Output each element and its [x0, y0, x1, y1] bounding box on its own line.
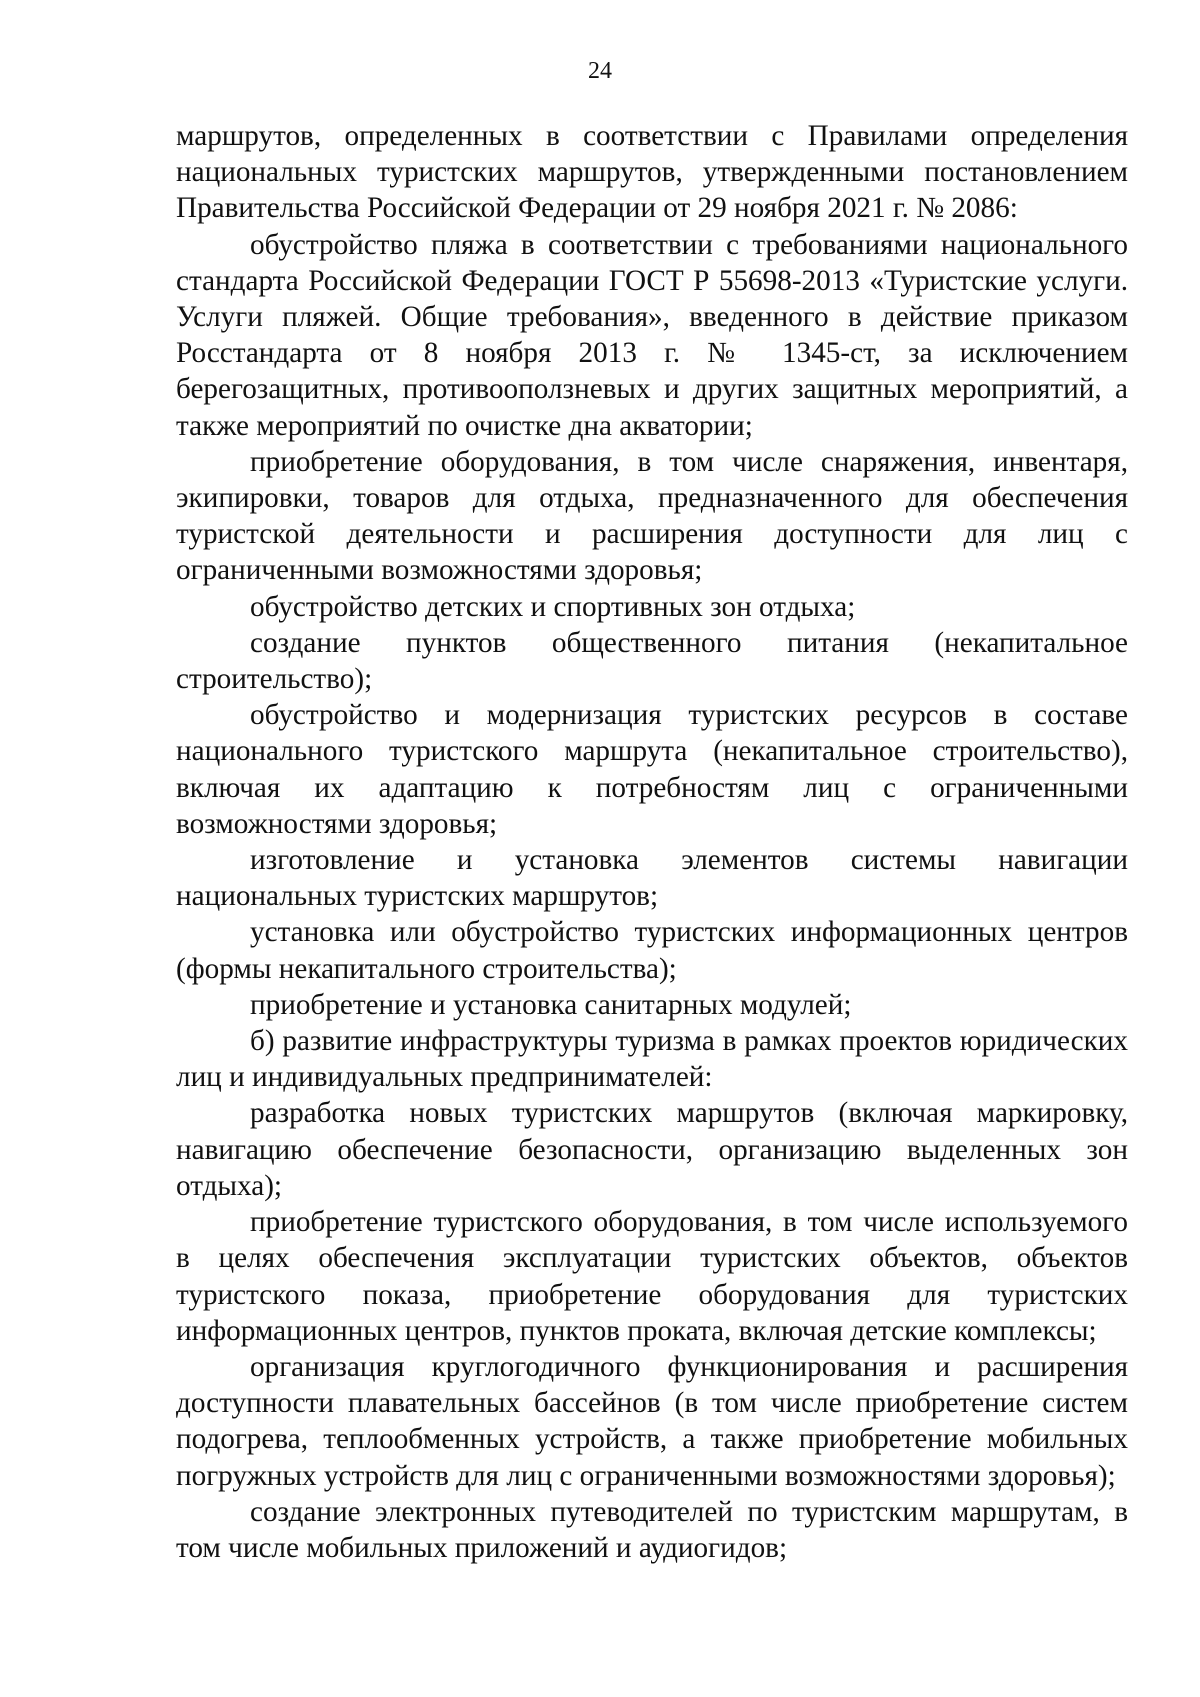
paragraph: маршрутов, определенных в соответствии с Правилами определения национальных туристских маршрутов, утвержденными постановлением Правительства Российской Федерации от 29 ноября 2021 г. № 2086: [176, 120, 1128, 225]
paragraph: приобретение оборудования, в том числе снаряжения, инвентаря, экипировки, товаров для отдыха, предназначенного для обеспечения туристской деятельности и расширения доступности для лиц с ограниченными возможностями здоровья; [176, 445, 1128, 587]
paragraph: б) развитие инфраструктуры туризма в рамках проектов юридических лиц и индивидуальных предпринимателей: [176, 1025, 1128, 1094]
paragraph: приобретение туристского оборудования, в том числе используемого в целях обеспечения эксплуатации туристских объектов, объектов туристского показа, приобретение оборудования для туристских информационных центров, пунктов проката, включая детские комплексы; [176, 1206, 1128, 1347]
paragraph: изготовление и установка элементов системы навигации национальных туристских маршрутов; [176, 844, 1128, 913]
paragraph: создание пунктов общественного питания (некапитальное строительство); [176, 626, 1128, 696]
paragraph: создание электронных путеводителей по туристским маршрутам, в том числе мобильных приложений и аудиогидов; [176, 1495, 1128, 1564]
document-body [176, 118, 1128, 1566]
paragraph: разработка новых туристских маршрутов (включая маркировку, навигацию обеспечение безопасности, организацию выделенных зон отдыха); [176, 1097, 1128, 1202]
paragraph: обустройство детских и спортивных зон отдыха; [250, 590, 856, 623]
paragraph: установка или обустройство туристских информационных центров (формы некапитального строительства); [176, 916, 1128, 985]
page-number: 24 [588, 58, 612, 84]
paragraph: обустройство и модернизация туристских ресурсов в составе национального туристского маршрута (некапитальное строительство), включая их адаптацию к потребностям лиц с ограниченными возможностями здоровья; [176, 699, 1128, 840]
paragraph: обустройство пляжа в соответствии с требованиями национального стандарта Российской Федерации ГОСТ Р 55698-2013 «Туристские услуги. Услуги пляжей. Общие требования», введенного в действие приказом Росстандарта от 8 ноября 2013 г. № 1345-ст, за исключением берегозащитных, противооползневых и других защитных мероприятий, а также мероприятий по очистке дна акватории; [176, 228, 1128, 442]
paragraph: приобретение и установка санитарных модулей; [250, 988, 852, 1021]
paragraph: организация круглогодичного функционирования и расширения доступности плавательных бассейнов (в том числе приобретение систем подогрева, теплообменных устройств, а также приобретение мобильных погружных устройств для лиц с ограниченными возможностями здоровья); [176, 1350, 1128, 1492]
